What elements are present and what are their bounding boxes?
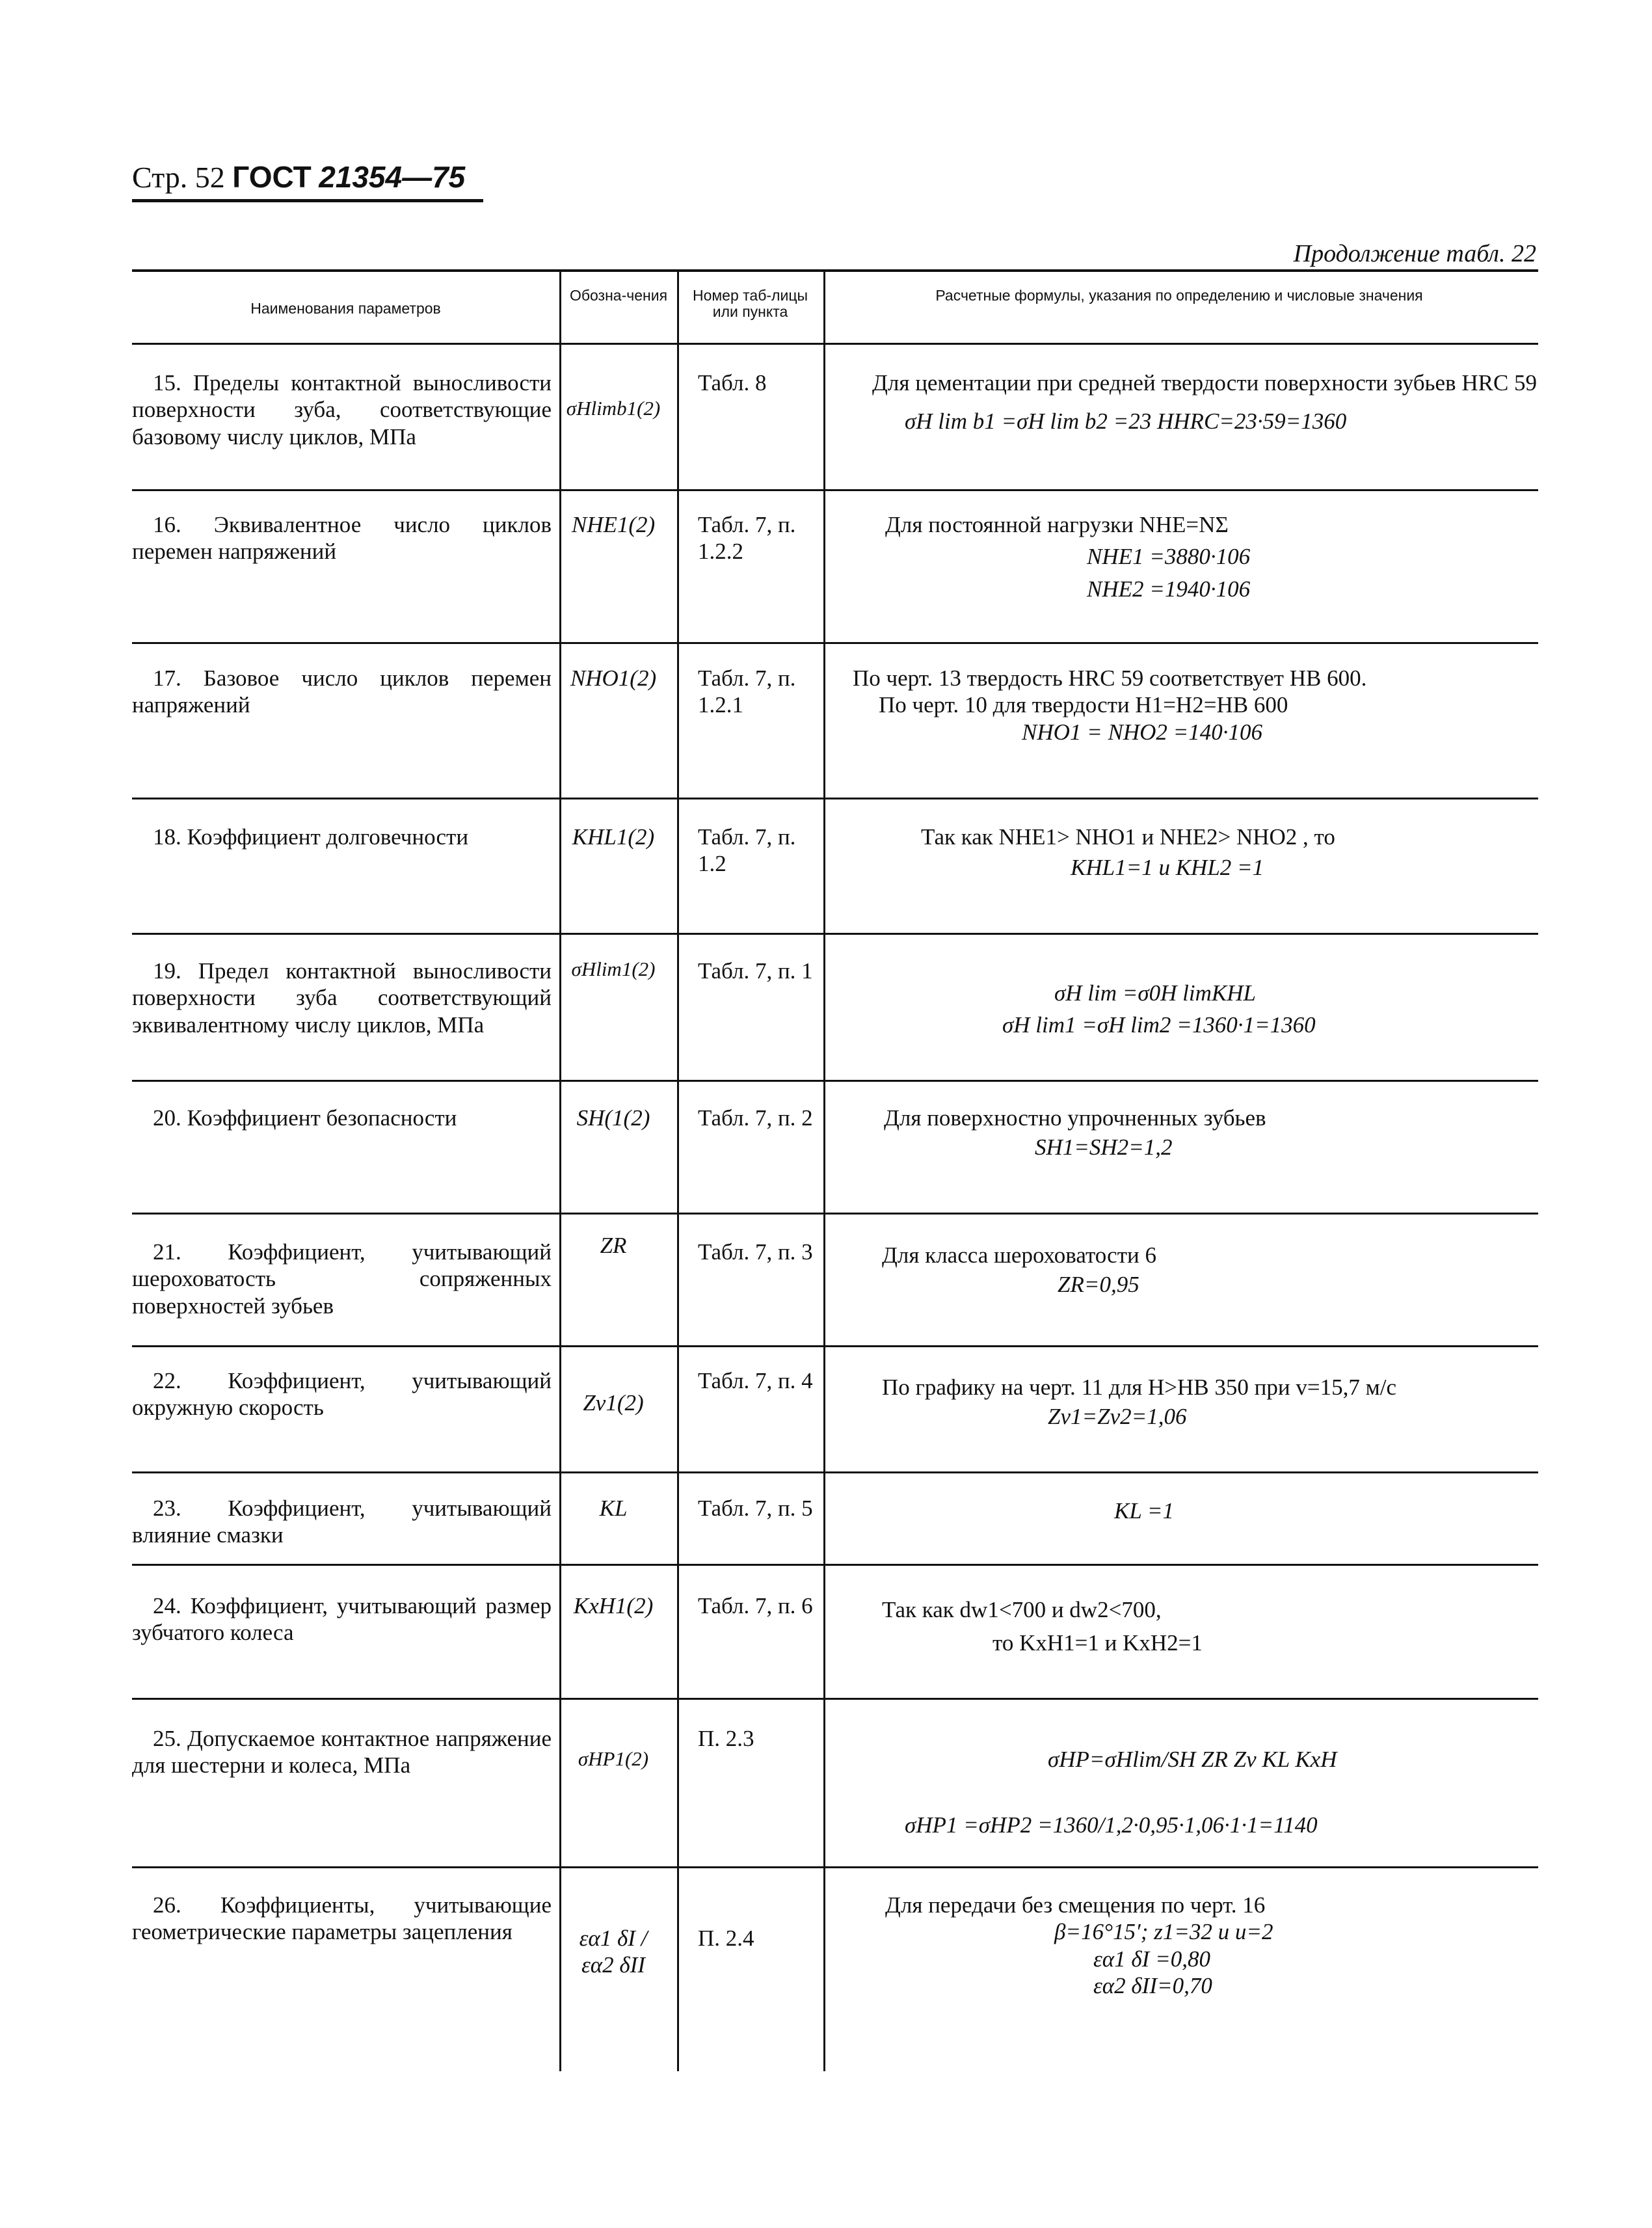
row-23-symbol: KL	[599, 1496, 628, 1521]
row-24-symbol: KxH1(2)	[573, 1593, 654, 1618]
formula-line: Так как NHE1> NHO1 и NHE2> NHO2 , то	[921, 824, 1335, 850]
row-23-name: 23. Коэффициент, учитывающий влияние смазки	[132, 1496, 552, 1548]
row-23-formula	[833, 1497, 1538, 1524]
column-header-ref: Номер таб-лицы или пункта	[692, 287, 808, 321]
row-divider	[132, 1345, 1538, 1347]
row-15-ref: Табл. 8	[698, 370, 767, 396]
formula-line: По графику на черт. 11 для H>HB 350 при v=15,7 м/с	[882, 1375, 1397, 1400]
formula-line: то KxH1=1 и KxH2=1	[993, 1630, 1203, 1656]
formula-line: KHL1=1 и KHL2 =1	[1071, 855, 1264, 881]
row-22-name: 22. Коэффициент, учитывающий окружную скорость	[132, 1368, 552, 1421]
row-20-ref: Табл. 7, п. 2	[698, 1105, 813, 1131]
row-24-formula	[833, 1596, 1538, 1657]
formula-line: Zv1=Zv2=1,06	[1048, 1404, 1187, 1430]
page-header	[132, 159, 465, 195]
row-19-name: 19. Предел контактной выносливости поверхности зуба соответствующий эквивалентному числу циклов, МПа	[132, 958, 552, 1038]
row-26-ref: П. 2.4	[698, 1926, 754, 1951]
row-16-ref: Табл. 7, п. 1.2.2	[698, 512, 796, 565]
header-underline	[132, 199, 483, 202]
formula-line: NHE1 =3880·106	[1087, 544, 1251, 570]
row-18-symbol: KHL1(2)	[572, 824, 655, 850]
formula-line: SH1=SH2=1,2	[1035, 1134, 1173, 1161]
formula-line: σH lim1 =σH lim2 =1360·1=1360	[1002, 1012, 1316, 1038]
formula-line: Для поверхностно упрочненных зубьев	[884, 1105, 1266, 1131]
row-26-symbol: εα1 δI / εα2 δII	[579, 1926, 648, 1978]
row-26-formula	[833, 1892, 1538, 1999]
formula-line: ZR=0,95	[1058, 1272, 1139, 1298]
row-26-name: 26. Коэффициенты, учитывающие геометрические параметры зацепления	[132, 1892, 552, 1945]
formula-line: По черт. 10 для твердости H1=H2=HB 600	[879, 692, 1288, 718]
row-20-formula	[833, 1105, 1538, 1161]
row-22-formula	[833, 1374, 1538, 1430]
formula-line: Для цементации при средней твердости поверхности зубьев HRC 59	[872, 370, 1538, 396]
row-17-formula	[833, 665, 1538, 745]
row-15-name: 15. Пределы контактной выносливости поверхности зуба, соответствующие базовому числу циклов, МПа	[132, 370, 552, 450]
row-divider	[132, 1866, 1538, 1868]
row-19-symbol: σHlim1(2)	[571, 958, 656, 980]
column-divider	[677, 269, 679, 2071]
formula-line: Для класса шероховатости 6	[882, 1242, 1156, 1268]
row-19-ref: Табл. 7, п. 1	[698, 958, 813, 984]
table-top-rule	[132, 269, 1538, 272]
row-21-ref: Табл. 7, п. 3	[698, 1239, 813, 1265]
row-divider	[132, 1080, 1538, 1082]
row-divider	[132, 1564, 1538, 1566]
row-25-formula	[833, 1733, 1538, 1839]
row-20-name: 20. Коэффициент безопасности	[153, 1105, 457, 1131]
column-header-formula: Расчетные формулы, указания по определению и числовые значения	[935, 287, 1423, 304]
row-17-name: 17. Базовое число циклов перемен напряжений	[132, 665, 552, 718]
row-19-formula	[833, 958, 1538, 1039]
standard-label: ГОСТ	[232, 160, 312, 194]
row-divider	[132, 1471, 1538, 1473]
formula-line: NHE2 =1940·106	[1087, 576, 1251, 602]
column-header-name: Наименования параметров	[250, 300, 441, 317]
formula-line: NHO1 = NHO2 =140·106	[1022, 719, 1263, 745]
formula-line: σH lim =σ0H limKHL	[1054, 980, 1256, 1006]
row-15-symbol: σHlimb1(2)	[566, 397, 661, 420]
formula-line: εα1 δI =0,80	[1093, 1946, 1210, 1972]
parameters-table	[132, 269, 1538, 2071]
row-divider	[132, 933, 1538, 935]
row-21-formula	[833, 1242, 1538, 1298]
row-18-formula	[833, 824, 1538, 881]
formula-line: σHP1 =σHP2 =1360/1,2·0,95·1,06·1·1=1140	[905, 1812, 1318, 1838]
formula-line: Так как dw1<700 и dw2<700,	[882, 1597, 1162, 1622]
page-label: Стр. 52	[132, 161, 225, 194]
formula-line: σH lim b1 =σH lim b2 =23 HHRC=23·59=1360	[905, 409, 1347, 435]
row-23-ref: Табл. 7, п. 5	[698, 1496, 813, 1521]
row-16-name: 16. Эквивалентное число циклов перемен напряжений	[132, 512, 552, 565]
column-header-symbol: Обозна-чения	[569, 287, 668, 304]
row-divider	[132, 489, 1538, 491]
formula-line: Для постоянной нагрузки NHE=NΣ	[885, 512, 1229, 537]
row-25-name: 25. Допускаемое контактное напряжение для шестерни и колеса, МПа	[132, 1726, 552, 1778]
row-16-formula	[833, 511, 1538, 602]
formula-line: По черт. 13 твердость HRC 59 соответствует HB 600.	[853, 665, 1367, 691]
row-25-symbol: σHP1(2)	[578, 1747, 649, 1770]
row-21-name: 21. Коэффициент, учитывающий шероховатость сопряженных поверхностей зубьев	[132, 1239, 552, 1319]
formula-line: εα2 δII=0,70	[1093, 1972, 1212, 1998]
formula-line: Для передачи без смещения по черт. 16	[885, 1892, 1266, 1918]
row-20-symbol: SH(1(2)	[576, 1105, 650, 1131]
row-24-ref: Табл. 7, п. 6	[698, 1593, 813, 1618]
formula-line: σHP=σHlim/SH ZR Zv KL KxH	[1048, 1747, 1337, 1772]
row-22-symbol: Zv1(2)	[583, 1390, 644, 1416]
row-divider	[132, 798, 1538, 799]
formula-line: KL =1	[1114, 1498, 1175, 1523]
row-divider	[132, 642, 1538, 644]
standard-number: 21354—75	[319, 160, 466, 194]
row-17-ref: Табл. 7, п. 1.2.1	[698, 665, 796, 718]
row-25-ref: П. 2.3	[698, 1726, 754, 1751]
row-22-ref: Табл. 7, п. 4	[698, 1368, 813, 1393]
formula-line: β=16°15′; z1=32 и u=2	[1054, 1919, 1273, 1945]
continuation-label: Продолжение табл. 22	[1293, 240, 1536, 267]
row-24-name: 24. Коэффициент, учитывающий размер зубчатого колеса	[132, 1593, 552, 1646]
column-divider	[559, 269, 561, 2071]
row-17-symbol: NHO1(2)	[570, 665, 657, 691]
row-18-ref: Табл. 7, п. 1.2	[698, 824, 796, 877]
row-15-formula	[833, 369, 1538, 435]
header-bottom-rule	[132, 343, 1538, 345]
column-divider	[823, 269, 825, 2071]
row-21-symbol: ZR	[600, 1233, 627, 1258]
row-18-name: 18. Коэффициент долговечности	[153, 824, 469, 850]
row-divider	[132, 1698, 1538, 1700]
row-16-symbol: NHE1(2)	[571, 512, 656, 537]
row-divider	[132, 1213, 1538, 1215]
